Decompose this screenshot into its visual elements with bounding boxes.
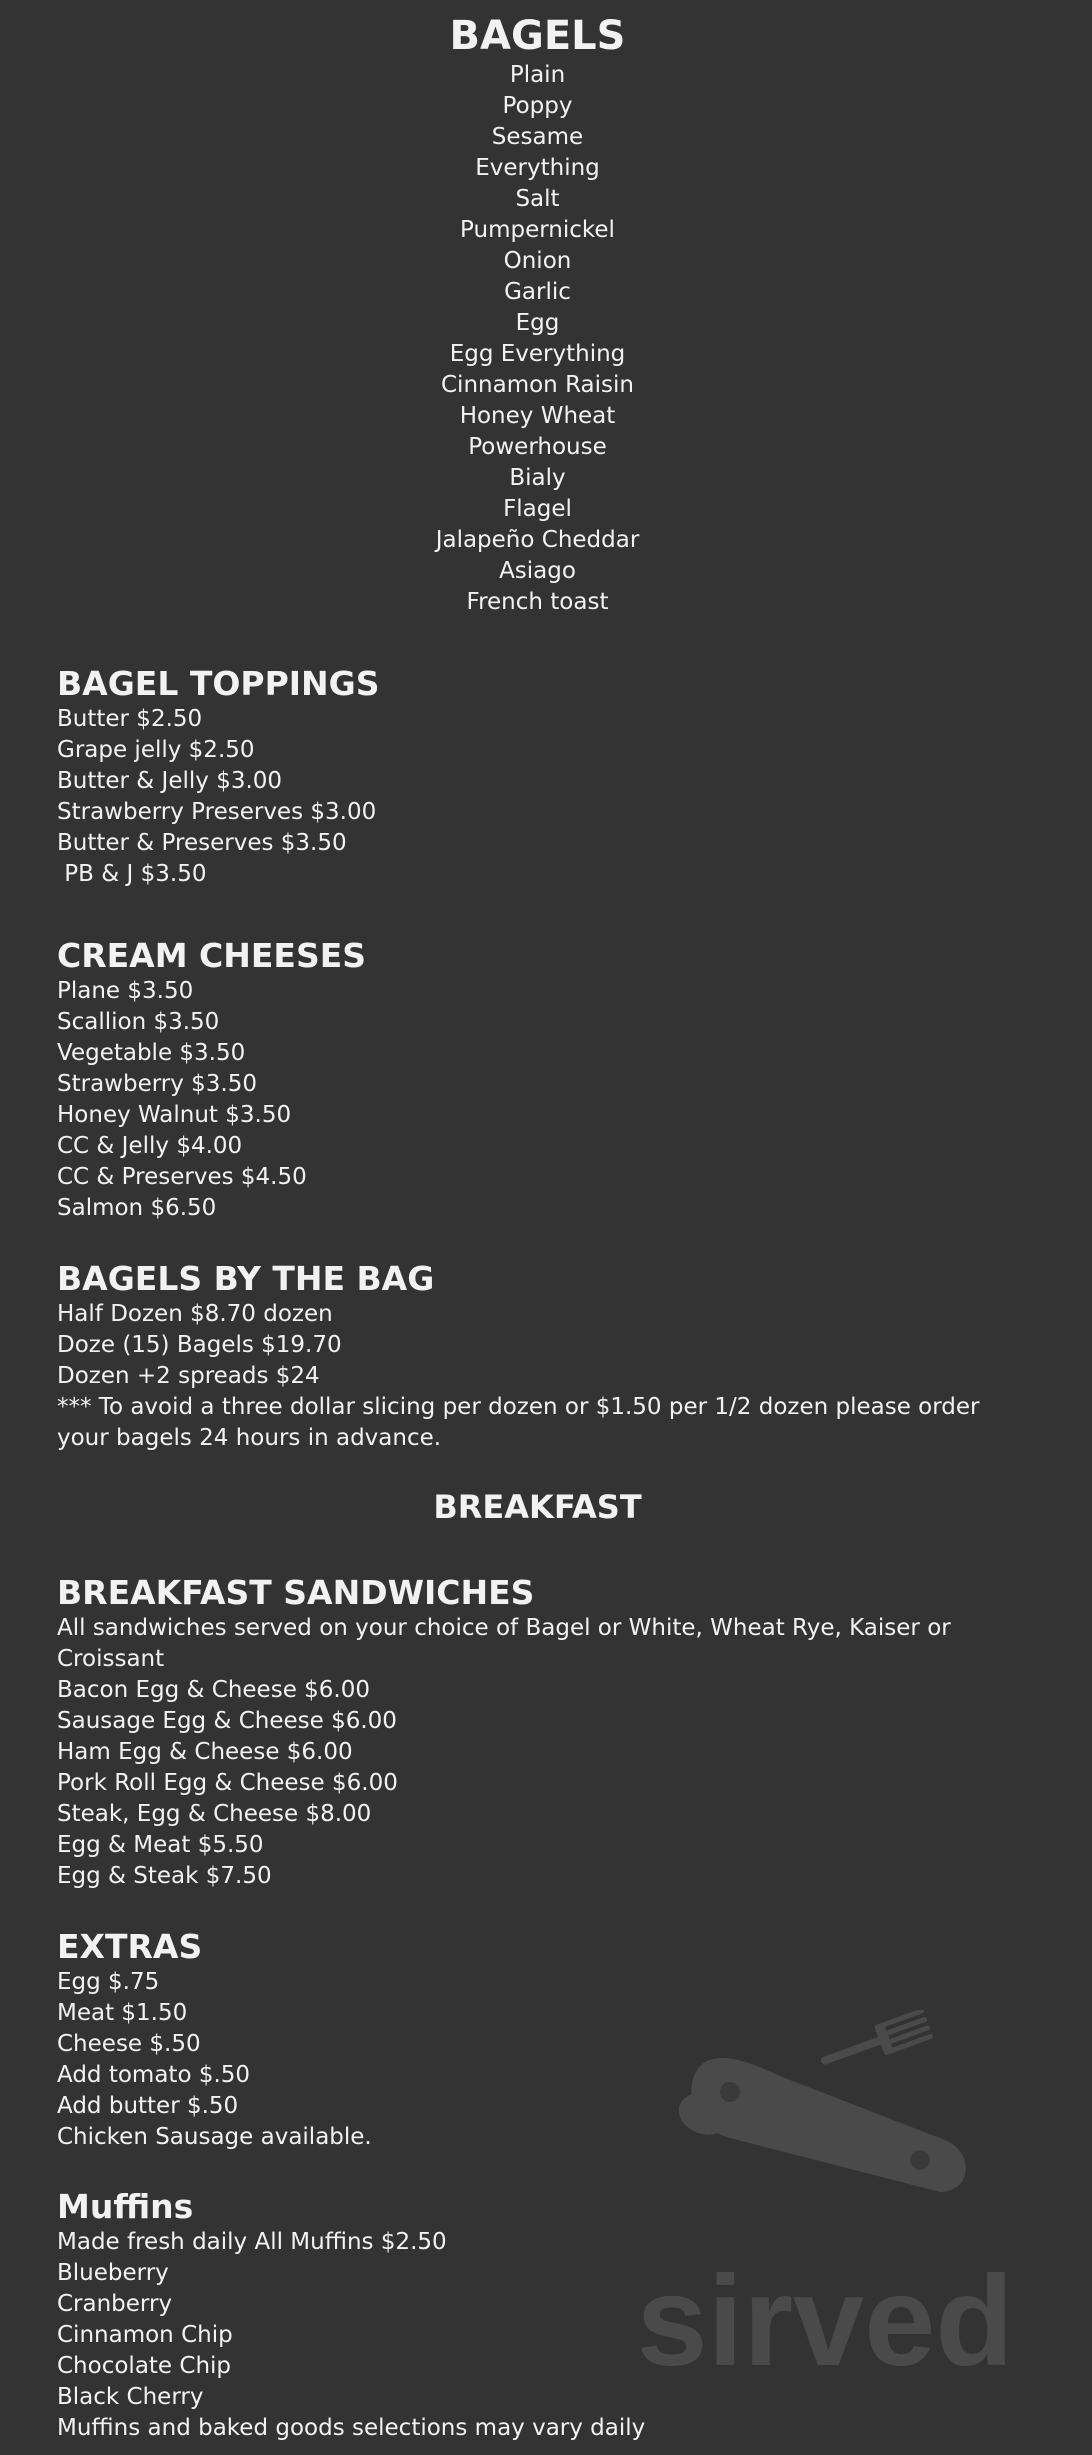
list-item: Everything — [475, 155, 600, 181]
list-item: Cinnamon Chip — [57, 2322, 233, 2348]
knife-fork-spoon-icon — [673, 2010, 966, 2192]
list-item: Honey Walnut $3.50 — [57, 1102, 292, 1128]
list-item: Sausage Egg & Cheese $6.00 — [57, 1708, 397, 1734]
sirved-logo — [610, 2010, 1040, 2380]
list-item: Butter & Jelly $3.00 — [57, 768, 283, 794]
list-item: Half Dozen $8.70 dozen — [57, 1301, 333, 1327]
list-item: Pork Roll Egg & Cheese $6.00 — [57, 1770, 398, 1796]
list-item: Ham Egg & Cheese $6.00 — [57, 1739, 353, 1765]
list-item: Doze (15) Bagels $19.70 — [57, 1332, 342, 1358]
breakfast-sandwiches-section — [57, 1573, 1057, 1892]
list-item: Plane $3.50 — [57, 978, 194, 1004]
list-item: CC & Preserves $4.50 — [57, 1164, 307, 1190]
list-item: Made fresh daily All Muffins $2.50 — [57, 2229, 447, 2255]
section-title: Muffins — [57, 2187, 194, 2226]
list-item: Poppy — [502, 93, 573, 119]
list-item: Egg — [515, 310, 560, 336]
list-item: Scallion $3.50 — [57, 1009, 220, 1035]
list-item: CC & Jelly $4.00 — [57, 1133, 243, 1159]
list-item: Chicken Sausage available. — [57, 2124, 372, 2150]
list-item: Asiago — [499, 558, 576, 584]
list-item: Vegetable $3.50 — [57, 1040, 246, 1066]
section-title: BREAKFAST SANDWICHES — [57, 1573, 535, 1612]
list-item: Strawberry Preserves $3.00 — [57, 799, 377, 825]
list-item: Chocolate Chip — [57, 2353, 232, 2379]
list-item: Jalapeño Cheddar — [435, 527, 640, 553]
list-item: Add tomato $.50 — [57, 2062, 251, 2088]
list-item: PB & J $3.50 — [57, 861, 207, 887]
list-item: All sandwiches served on your choice of Bagel or White, Wheat Rye, Kaiser or Croissant — [57, 1615, 951, 1672]
bagels-list — [0, 60, 1075, 618]
list-item: Butter $2.50 — [57, 706, 203, 732]
list-item: Garlic — [504, 279, 571, 305]
section-title: BAGEL TOPPINGS — [57, 664, 380, 703]
list-item: Black Cherry — [57, 2384, 204, 2410]
list-item: Egg Everything — [449, 341, 626, 367]
list-item: Dozen +2 spreads $24 — [57, 1363, 320, 1389]
list-item: Add butter $.50 — [57, 2093, 239, 2119]
section-title: BAGELS BY THE BAG — [57, 1259, 435, 1298]
list-item: Salmon $6.50 — [57, 1195, 217, 1221]
list-item: Grape jelly $2.50 — [57, 737, 255, 763]
list-item: Egg & Steak $7.50 — [57, 1863, 272, 1889]
section-title: EXTRAS — [57, 1927, 203, 1966]
list-item: Butter & Preserves $3.50 — [57, 830, 347, 856]
list-item: Bacon Egg & Cheese $6.00 — [57, 1677, 370, 1703]
list-item: French toast — [466, 589, 609, 615]
bagel-toppings-section — [57, 664, 1057, 890]
logo-text: sirved — [636, 2250, 1014, 2380]
note: *** To avoid a three dollar slicing per dozen or $1.50 per 1/2 dozen please order your bagels 24 hours in advance. — [57, 1394, 980, 1451]
list-item: Cranberry — [57, 2291, 173, 2317]
list-item: Powerhouse — [468, 434, 607, 460]
list-item: Steak, Egg & Cheese $8.00 — [57, 1801, 372, 1827]
list-item: Honey Wheat — [459, 403, 616, 429]
list-item: Strawberry $3.50 — [57, 1071, 258, 1097]
bagels-by-the-bag-section — [57, 1259, 1057, 1454]
list-item: Plain — [509, 62, 566, 88]
list-item: Cheese $.50 — [57, 2031, 201, 2057]
list-item: Sesame — [491, 124, 584, 150]
section-title: CREAM CHEESES — [57, 936, 367, 975]
breakfast-heading: BREAKFAST — [433, 1488, 642, 1526]
list-item: Muffins and baked goods selections may vary daily — [57, 2415, 646, 2441]
list-item: Blueberry — [57, 2260, 169, 2286]
list-item: Onion — [503, 248, 572, 274]
list-item: Bialy — [509, 465, 566, 491]
list-item: Salt — [515, 186, 560, 212]
list-item: Meat $1.50 — [57, 2000, 188, 2026]
list-item: Egg $.75 — [57, 1969, 160, 1995]
cream-cheeses-section — [57, 936, 1057, 1224]
bagels-title: BAGELS — [449, 13, 626, 59]
list-item: Egg & Meat $5.50 — [57, 1832, 264, 1858]
list-item: Cinnamon Raisin — [441, 372, 634, 398]
list-item: Pumpernickel — [460, 217, 615, 243]
list-item: Flagel — [503, 496, 572, 522]
